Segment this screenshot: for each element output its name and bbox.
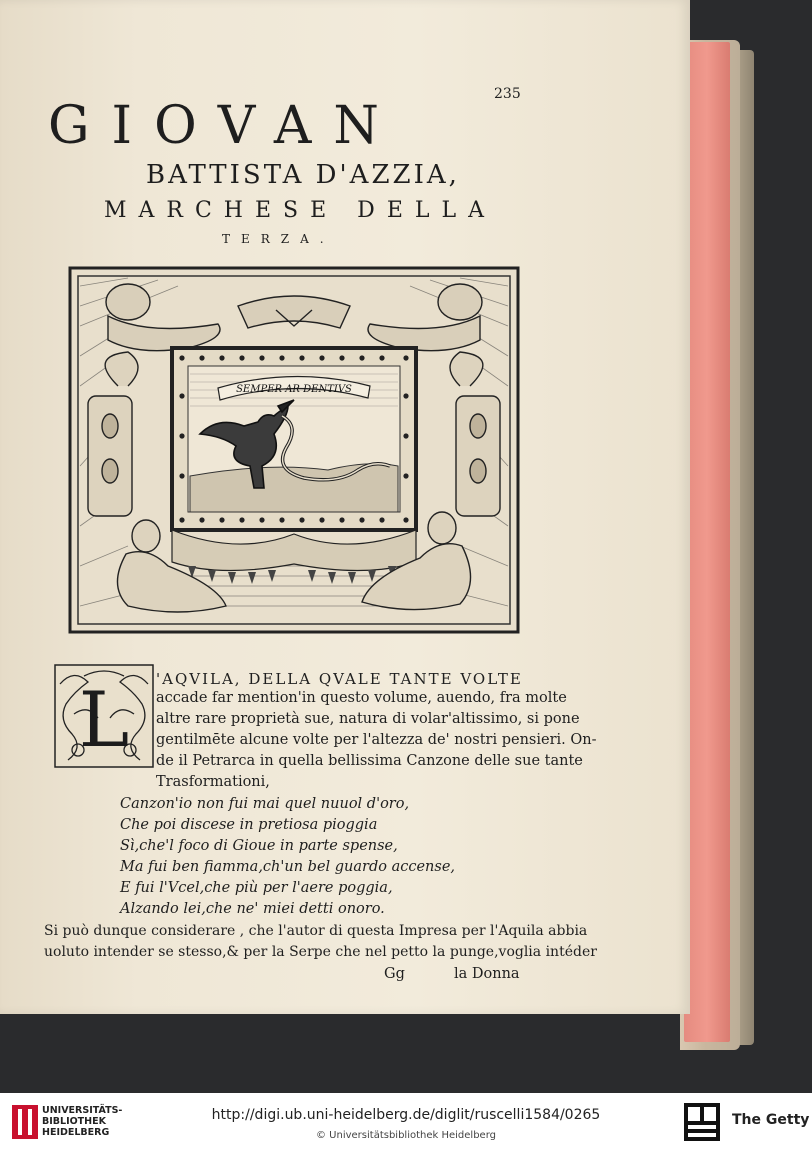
institution-line-3: HEIDELBERG bbox=[42, 1127, 110, 1138]
catchword: la Donna bbox=[454, 966, 520, 982]
page-number: 235 bbox=[494, 86, 521, 102]
institution-line-1: UNIVERSITÄTS- bbox=[42, 1105, 123, 1116]
body-line: altre rare proprietà sue, natura di volar'altissimo, si pone bbox=[156, 711, 580, 727]
verse-line: Canzon'io non fui mai quel nuuol d'oro, bbox=[120, 796, 410, 812]
title-line-4: TERZA. bbox=[222, 232, 335, 246]
institution-line-2: BIBLIOTHEK bbox=[42, 1116, 106, 1127]
signature-mark: Gg bbox=[384, 966, 405, 982]
title-line-1: GIOVAN bbox=[48, 96, 401, 156]
body-line: accade far mention'in questo volume, auendo, fra molte bbox=[156, 690, 567, 706]
viewer-footer bbox=[0, 1093, 812, 1153]
body-line: 'AQVILA, DELLA QVALE TANTE VOLTE bbox=[156, 670, 523, 688]
body-line: Trasformationi, bbox=[156, 774, 270, 790]
body-line: de il Petrarca in quella bellissima Canzone delle sue tante bbox=[156, 753, 583, 769]
getty-logo-icon bbox=[684, 1103, 720, 1141]
closing-line: uoluto intender se stesso,& per la Serpe che nel petto la punge,voglia intéder bbox=[44, 944, 597, 960]
verse-line: Sì,che'l foco di Gioue in parte spense, bbox=[120, 838, 398, 854]
verse-line: E fui l'Vcel,che più per l'aere poggia, bbox=[120, 880, 393, 896]
verse-line: Che poi discese in pretiosa pioggia bbox=[120, 817, 378, 833]
impresa-engraving bbox=[68, 266, 520, 634]
copyright-notice: © Universitätsbibliothek Heidelberg bbox=[315, 1130, 496, 1141]
motto-text: SEMPER AR DENTIVS bbox=[236, 384, 352, 395]
title-line-2: BATTISTA D'AZZIA, bbox=[146, 160, 460, 190]
body-line: gentilmēte alcune volte per l'altezza de' nostri pensieri. On- bbox=[156, 732, 597, 748]
red-page-edges bbox=[684, 42, 730, 1042]
title-line-3: MARCHESE DELLA bbox=[104, 198, 496, 223]
initial-letter: L bbox=[78, 675, 130, 764]
decorated-initial bbox=[54, 664, 154, 768]
partner-name: The Getty bbox=[732, 1112, 810, 1128]
permalink-url[interactable]: http://digi.ub.uni-heidelberg.de/diglit/ruscelli1584/0265 bbox=[211, 1107, 601, 1123]
closing-line: Si può dunque considerare , che l'autor di questa Impresa per l'Aquila abbia bbox=[44, 923, 588, 939]
verse-line: Ma fui ben fiamma,ch'un bel guardo accense, bbox=[120, 859, 456, 875]
verse-line: Alzando lei,che ne' miei detti onoro. bbox=[120, 901, 385, 917]
